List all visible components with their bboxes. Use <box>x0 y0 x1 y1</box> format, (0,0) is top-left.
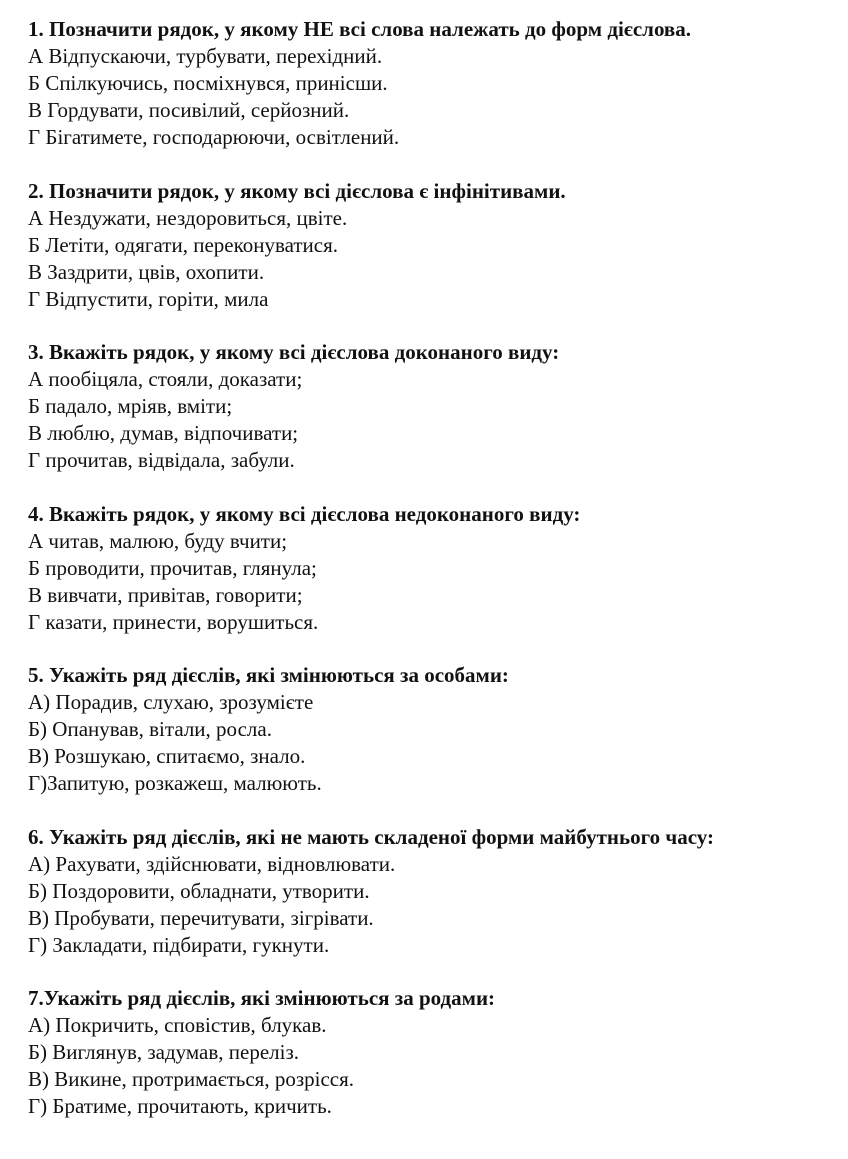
option-a: А) Покричить, сповістив, блукав. <box>28 1013 327 1037</box>
question-2 <box>28 178 828 313</box>
option-d: Г прочитав, відвідала, забули. <box>28 448 295 472</box>
question-title: 5. Укажіть ряд дієслів, які змінюються за особами: <box>28 663 509 687</box>
option-b: Б) Поздоровити, обладнати, утворити. <box>28 878 370 903</box>
question-title: 6. Укажіть ряд дієслів, які не мають складеної форми майбутнього часу: <box>28 824 714 849</box>
option-c: В люблю, думав, відпочивати; <box>28 421 299 445</box>
option-c: В Гордувати, посивілий, серйозний. <box>28 98 350 122</box>
option-b: Б) Опанував, вітали, росла. <box>28 717 272 741</box>
option-c: В) Викине, протримається, розрісся. <box>28 1067 355 1091</box>
option-a: А Відпускаючи, турбувати, перехідний. <box>28 44 383 68</box>
question-title: 2. Позначити рядок, у якому всі дієслова є інфінітивами. <box>28 178 566 203</box>
option-a: А читав, малюю, буду вчити; <box>28 528 288 553</box>
question-5 <box>28 662 828 797</box>
question-4 <box>28 501 828 636</box>
option-a: А пообіцяла, стояли, доказати; <box>28 367 303 391</box>
option-c: В Заздрити, цвів, охопити. <box>28 259 265 284</box>
option-d: Г) Братиме, прочитають, кричить. <box>28 1094 332 1118</box>
question-1 <box>28 16 828 151</box>
question-title: 3. Вкажіть рядок, у якому всі дієслова доконаного виду: <box>28 340 560 364</box>
question-6 <box>28 824 828 959</box>
option-d: Г) Закладати, підбирати, гукнути. <box>28 932 330 957</box>
option-d: Г Бігатимете, господарюючи, освітлений. <box>28 125 400 149</box>
option-b: Б) Виглянув, задумав, переліз. <box>28 1040 300 1064</box>
question-title: 4. Вкажіть рядок, у якому всі дієслова недоконаного виду: <box>28 501 581 526</box>
option-b: Б Летіти, одягати, переконуватися. <box>28 232 339 257</box>
option-c: В) Розшукаю, спитаємо, знало. <box>28 744 306 768</box>
option-d: Г)Запитую, розкажеш, малюють. <box>28 771 322 795</box>
option-b: Б проводити, прочитав, глянула; <box>28 555 317 580</box>
option-a: А) Порадив, слухаю, зрозумієте <box>28 690 314 714</box>
option-d: Г казати, принести, ворушиться. <box>28 609 319 634</box>
worksheet <box>28 16 828 1147</box>
question-title: 7.Укажіть ряд дієслів, які змінюються за родами: <box>28 986 496 1010</box>
option-c: В вивчати, привітав, говорити; <box>28 582 303 607</box>
question-7 <box>28 985 828 1120</box>
option-c: В) Пробувати, перечитувати, зігрівати. <box>28 905 374 930</box>
option-a: А Нездужати, нездоровиться, цвіте. <box>28 205 348 230</box>
option-d: Г Відпустити, горіти, мила <box>28 286 269 311</box>
question-3 <box>28 339 828 474</box>
question-title: 1. Позначити рядок, у якому НЕ всі слова належать до форм дієслова. <box>28 17 692 41</box>
option-b: Б Спілкуючись, посміхнувся, принісши. <box>28 71 388 95</box>
option-a: А) Рахувати, здійснювати, відновлювати. <box>28 851 396 876</box>
option-b: Б падало, мріяв, вміти; <box>28 394 233 418</box>
